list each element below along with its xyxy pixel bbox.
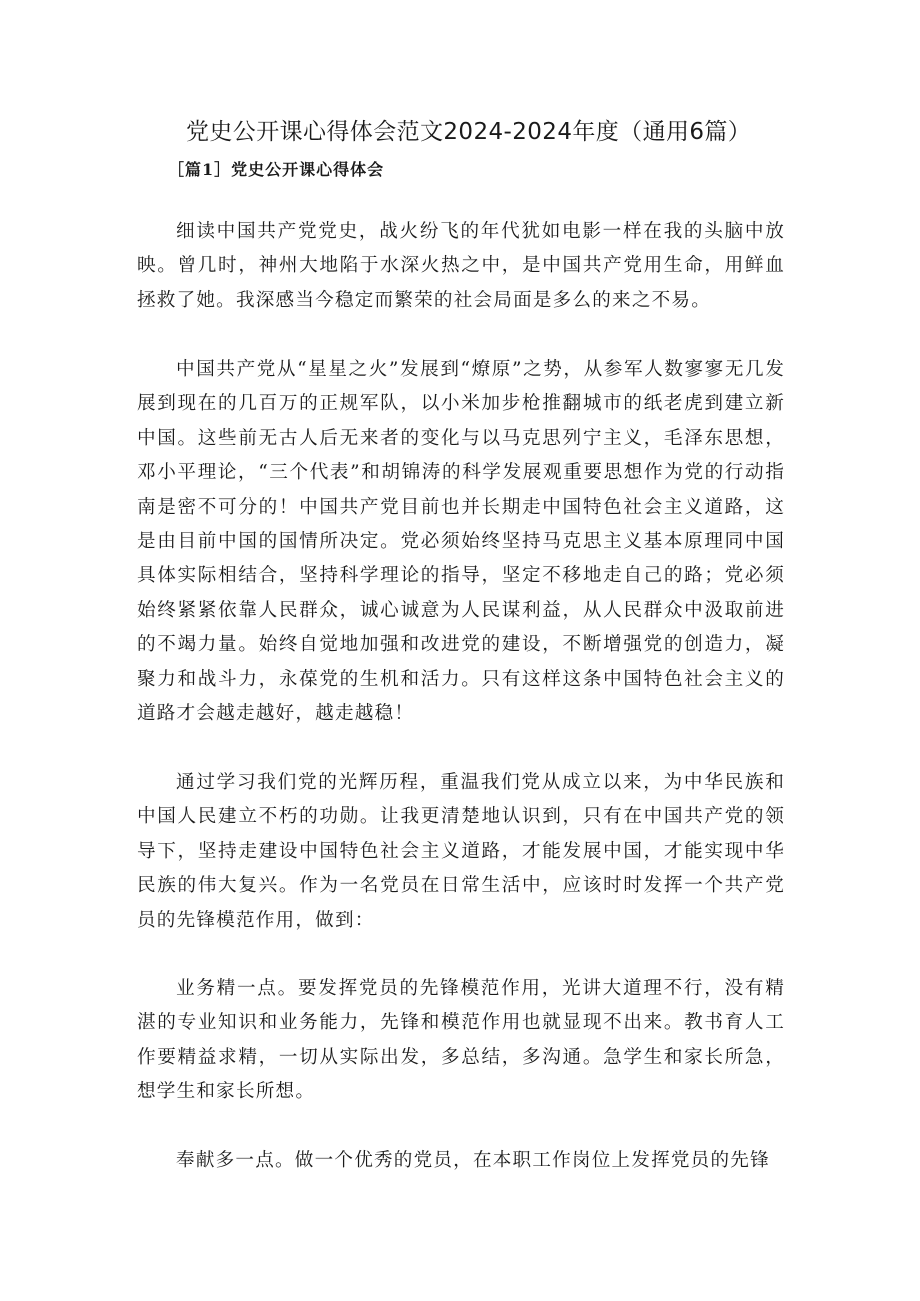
section-heading: ［篇1］党史公开课心得体会 xyxy=(168,160,385,179)
document-title: 党史公开课心得体会范文2024-2024年度（通用6篇） xyxy=(186,119,752,145)
paragraph: 奉献多一点。做一个优秀的党员，在本职工作岗位上发挥党员的先锋 xyxy=(176,1150,770,1171)
paragraph: 业务精一点。要发挥党员的先锋模范作用，光讲大道理不行，没有精湛的专业知识和业务能力，先锋和模范作用也就显现不出来。教书育人工作要精益求精，一切从实际出发，多总结，多沟通。急学生和家长所急，想学生和家长所想。 xyxy=(137,978,785,1103)
paragraph: 中国共产党从“星星之火”发展到“燎原”之势，从参军人数寥寥无几发展到现在的几百万的正规军队，以小米加步枪推翻城市的纸老虎到建立新中国。这些前无古人后无来者的变化与以马克思列宁主义，毛泽东思想，邓小平理论，“三个代表”和胡锦涛的科学发展观重要思想作为党的行动指南是密不可分的！中国共产党目前也并长期走中国特色社会主义道路，这是由目前中国的国情所决定。党必须始终坚持马克思主义基本原理同中国具体实际相结合，坚持科学理论的指导，坚定不移地走自己的路；党必须始终紧紧依靠人民群众，诚心诚意为人民谋利益，从人民群众中汲取前进的不竭力量。始终自觉地加强和改进党的建设，不断增强党的创造力，凝聚力和战斗力，永葆党的生机和活力。只有这样这条中国特色社会主义的道路才会越走越好，越走越稳！ xyxy=(137,359,785,725)
paragraph: 细读中国共产党党史，战火纷飞的年代犹如电影一样在我的头脑中放映。曾几时，神州大地陷于水深火热之中，是中国共产党用生命，用鲜血拯救了她。我深感当今稳定而繁荣的社会局面是多么的来之不易。 xyxy=(137,221,785,311)
paragraph: 通过学习我们党的光辉历程，重温我们党从成立以来，为中华民族和中国人民建立不朽的功勋。让我更清楚地认识到，只有在中国共产党的领导下，坚持走建设中国特色社会主义道路，才能发展中国，才能实现中华民族的伟大复兴。作为一名党员在日常生活中，应该时时发挥一个共产党员的先锋模范作用，做到： xyxy=(137,772,785,931)
